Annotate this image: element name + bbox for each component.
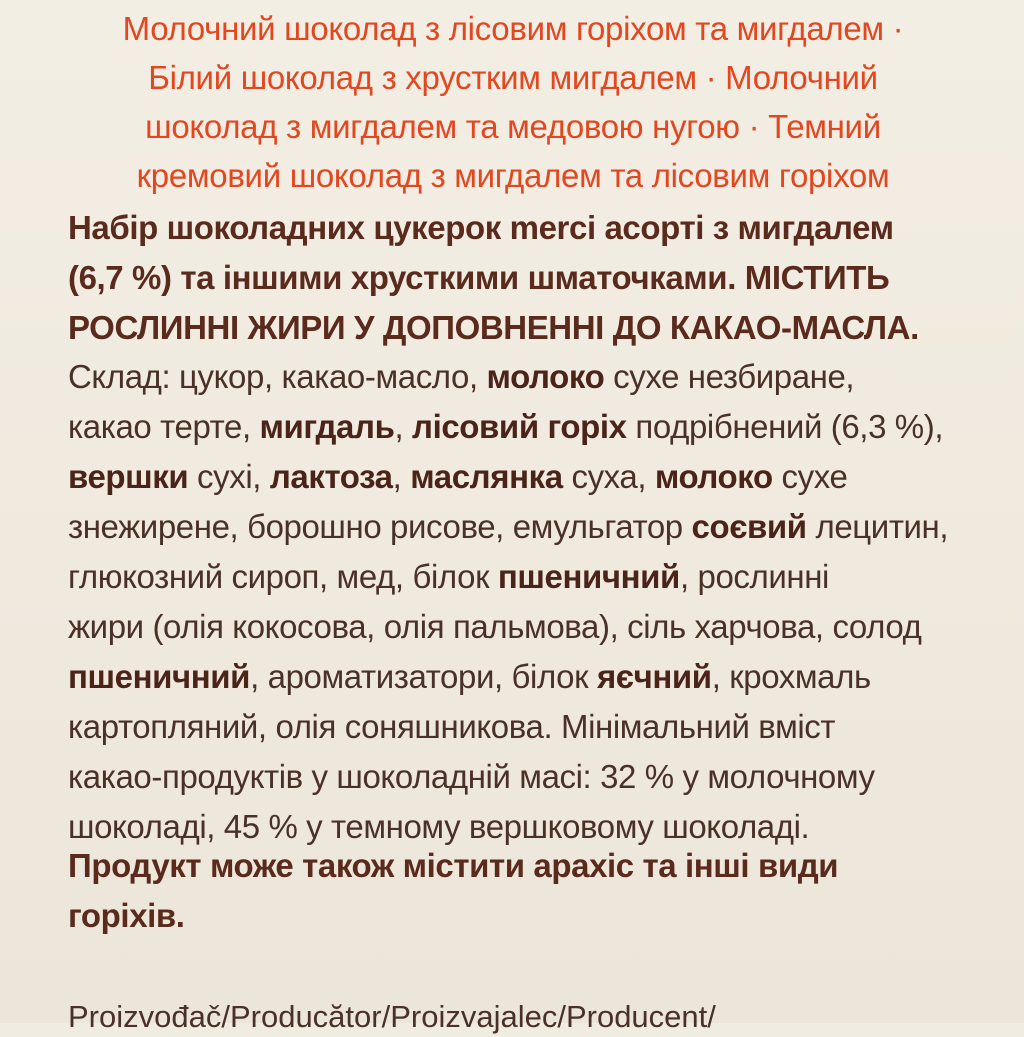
title-line-1: Набір шоколадних цукерок merci асорті з мигдалем (68, 209, 894, 246)
ingredient-text: суха, (562, 458, 655, 495)
ingredients-line (68, 452, 968, 502)
ingredient-text: сухе незбиране, (604, 358, 855, 395)
variants-line-4: кремовий шоколад з мигдалем та лісовим горіхом (136, 157, 890, 194)
ingredient-text: , (394, 408, 412, 445)
ingredient-text: , крохмаль (711, 658, 871, 695)
ingredient-text: Склад: цукор, какао-масло, (68, 358, 487, 395)
ingredients-line: шоколаді, 45 % у темному вершковому шоколаді. (68, 808, 810, 845)
title-line-2: (6,7 %) та іншими хрусткими шматочками. МІСТИТЬ (68, 259, 890, 296)
ingredient-text: подрібнений (6,3 %), (626, 408, 944, 445)
variants-line-2: Білий шоколад з хрустким мигдалем · Молочний (148, 59, 878, 96)
allergen-text: пшеничний (497, 558, 680, 595)
ingredients-text (68, 352, 968, 852)
ingredients-line (68, 352, 968, 402)
ingredient-text: глюкозний сироп, мед, білок (68, 558, 498, 595)
ingredient-text: сухі, (188, 458, 270, 495)
ingredient-text: какао терте, (68, 408, 260, 445)
warning-line-2: горіхів. (68, 897, 185, 934)
allergen-text: соєвий (691, 508, 807, 545)
ingredient-text: , ароматизатори, білок (250, 658, 597, 695)
ingredients-line: картопляний, олія соняшникова. Мінімальний вміст (68, 708, 836, 745)
allergen-text: лісовий горіх (412, 408, 627, 445)
variants-line-3: шоколад з мигдалем та медовою нугою · Темний (145, 108, 881, 145)
allergen-text: яєчний (596, 658, 712, 695)
allergen-text: молоко (654, 458, 773, 495)
allergen-text: лактоза (269, 458, 393, 495)
allergen-text: пшеничний (68, 658, 251, 695)
ingredients-line: какао-продуктів у шоколадній масі: 32 % у молочному (68, 758, 875, 795)
ingredients-line (68, 552, 968, 602)
producer-label: Proizvođač/Producător/Proizvajalec/Producent/ (68, 999, 716, 1034)
title-line-3: РОСЛИННІ ЖИРИ У ДОПОВНЕННІ ДО КАКАО-МАСЛА. (68, 309, 919, 346)
allergen-text: маслянка (410, 458, 563, 495)
ingredients-line (68, 402, 968, 452)
ingredients-line (68, 502, 968, 552)
ingredient-text: лецитин, (806, 508, 949, 545)
allergen-text: молоко (486, 358, 605, 395)
ingredient-text: , (392, 458, 411, 495)
product-variants-text (78, 4, 948, 200)
allergen-warning (68, 841, 968, 941)
allergen-text: мигдаль (259, 408, 395, 445)
allergen-text: вершки (68, 458, 189, 495)
variants-line-1: Молочний шоколад з лісовим горіхом та мигдалем · (122, 10, 904, 47)
ingredient-text: , рослинні (679, 558, 829, 595)
ingredient-text: сухе (772, 458, 848, 495)
ingredients-line: жири (олія кокосова, олія пальмова), сіль харчова, солод (68, 608, 922, 645)
product-title (68, 203, 968, 353)
warning-line-1: Продукт може також містити арахіс та інші види (68, 847, 839, 884)
ingredients-line (68, 652, 968, 702)
ingredient-text: знежирене, борошно рисове, емульгатор (68, 508, 692, 545)
